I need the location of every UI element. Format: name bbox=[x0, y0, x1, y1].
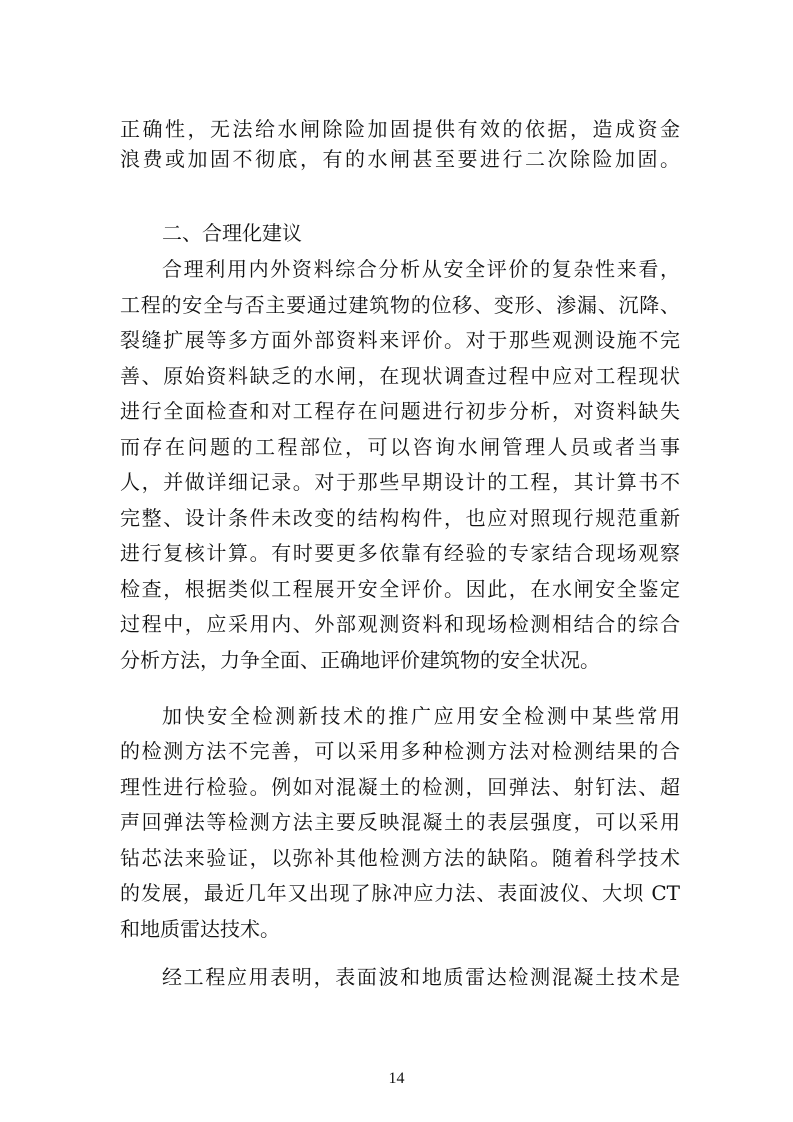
text-line: 进行全面检查和对工程存在问题进行初步分析，对资料缺失 bbox=[120, 399, 680, 423]
text-line: 完整、设计条件未改变的结构构件，也应对照现行规范重新 bbox=[120, 506, 680, 530]
text-line: 人，并做详细记录。对于那些早期设计的工程，其计算书不 bbox=[120, 470, 680, 494]
text-line: 正确性，无法给水闸除险加固提供有效的依据，造成资金 bbox=[120, 117, 680, 141]
page-number: 14 bbox=[388, 1070, 405, 1087]
text-line: 裂缝扩展等多方面外部资料来评价。对于那些观测设施不完 bbox=[120, 328, 680, 352]
text-line: 检查，根据类似工程展开安全评价。因此，在水闸安全鉴定 bbox=[120, 577, 680, 601]
text-line: 合理利用内外资料综合分析从安全评价的复杂性来看， bbox=[162, 257, 680, 281]
text-line: 进行复核计算。有时要更多依靠有经验的专家结合现场观察 bbox=[120, 541, 680, 565]
text-line: 浪费或加固不彻底，有的水闸甚至要进行二次除险加固。 bbox=[120, 147, 680, 171]
text-line: 的发展，最近几年又出现了脉冲应力法、表面波仪、大坝 CT bbox=[120, 881, 680, 905]
text-line: 过程中，应采用内、外部观测资料和现场检测相结合的综合 bbox=[120, 612, 680, 636]
text-line: 善、原始资料缺乏的水闸，在现状调查过程中应对工程现状 bbox=[120, 364, 680, 388]
section-heading: 二、合理化建议 bbox=[162, 221, 302, 245]
text-line: 而存在问题的工程部位，可以咨询水闸管理人员或者当事 bbox=[120, 435, 680, 459]
text-line: 工程的安全与否主要通过建筑物的位移、变形、渗漏、沉降、 bbox=[120, 293, 680, 317]
text-line: 经工程应用表明，表面波和地质雷达检测混凝土技术是 bbox=[162, 965, 680, 989]
text-line: 分析方法，力争全面、正确地评价建筑物的安全状况。 bbox=[120, 648, 600, 672]
text-line: 的检测方法不完善，可以采用多种检测方法对检测结果的合 bbox=[120, 739, 680, 763]
text-line: 加快安全检测新技术的推广应用安全检测中某些常用 bbox=[162, 704, 680, 728]
text-line: 和地质雷达技术。 bbox=[120, 917, 280, 941]
text-line: 声回弹法等检测方法主要反映混凝土的表层强度，可以采用 bbox=[120, 810, 680, 834]
text-line: 钻芯法来验证，以弥补其他检测方法的缺陷。随着科学技术 bbox=[120, 846, 680, 870]
text-line: 理性进行检验。例如对混凝土的检测，回弹法、射钉法、超 bbox=[120, 775, 680, 799]
